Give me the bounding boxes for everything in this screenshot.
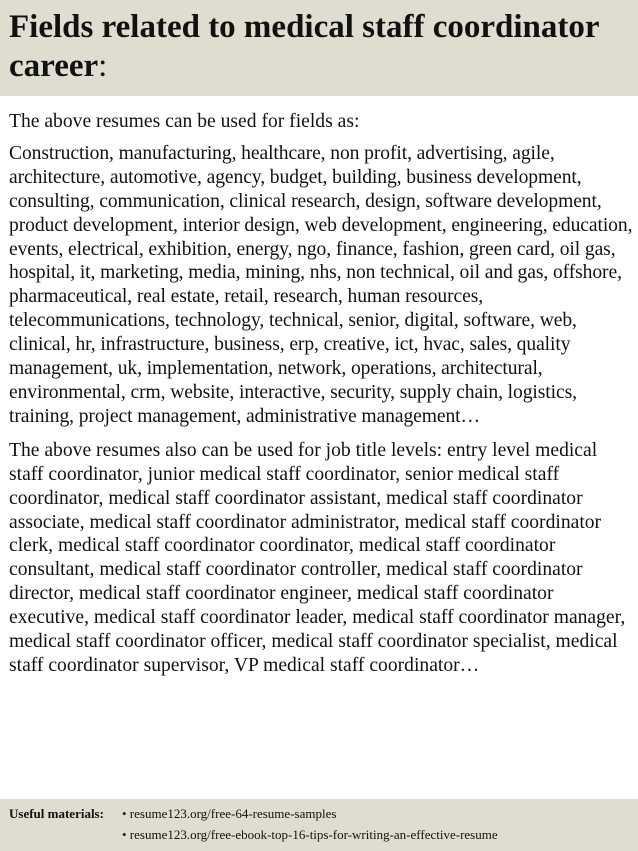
ebook-tips-link[interactable]: • resume123.org/free-ebook-top-16-tips-for-writing-an-effective-resume	[122, 827, 498, 842]
footer-row-2	[9, 824, 638, 845]
useful-materials-label-text: Useful materials	[9, 806, 100, 821]
page-title-text: Fields related to medical staff coordinator career	[9, 9, 599, 84]
header-band	[0, 0, 638, 96]
fields-list-text: Construction, manufacturing, healthcare, non profit, advertising, agile, architecture, automotive, agency, budget, building, business development, consulting, communication, clinical research, design, software development, product development, interior design, web development, engineering, education, events, electrical, exhibition, energy, ngo, finance, fashion, green card, oil gas, hospital, it, marketing, media, mining, nhs, non technical, oil and gas, offshore, pharmaceutical, real estate, retail, research, human resources, telecommunications, technology, technical, senior, digital, software, web, clinical, hr, infrastructure, business, erp, creative, ict, hvac, sales, quality management, uk, implementation, network, operations, architectural, environmental, crm, website, interactive, security, supply chain, logistics, training, project management, administrative management…	[9, 142, 633, 427]
resume-samples-link[interactable]: • resume123.org/free-64-resume-samples	[122, 806, 337, 821]
footer-indent	[9, 824, 122, 845]
footer-band	[0, 799, 638, 851]
useful-materials-label	[9, 803, 122, 824]
useful-materials-label-colon: :	[99, 806, 104, 821]
job-levels-text: The above resumes also can be used for job title levels: entry level medical staff coordinator, junior medical staff coordinator, senior medical staff coordinator, medical staff coordinator assistant, medical staff coordinator associate, medical staff coordinator administrator, medical staff coordinator clerk, medical staff coordinator coordinator, medical staff coordinator consultant, medical staff coordinator controller, medical staff coordinator director, medical staff coordinator engineer, medical staff coordinator executive, medical staff coordinator leader, medical staff coordinator manager, medical staff coordinator officer, medical staff coordinator specialist, medical staff coordinator supervisor, VP medical staff coordinator…	[9, 439, 626, 676]
page-title-colon: :	[98, 48, 108, 84]
content-body	[9, 110, 633, 678]
page-title	[9, 8, 638, 86]
footer-row-1	[9, 803, 638, 824]
intro-text: The above resumes can be used for fields as:	[9, 111, 360, 132]
